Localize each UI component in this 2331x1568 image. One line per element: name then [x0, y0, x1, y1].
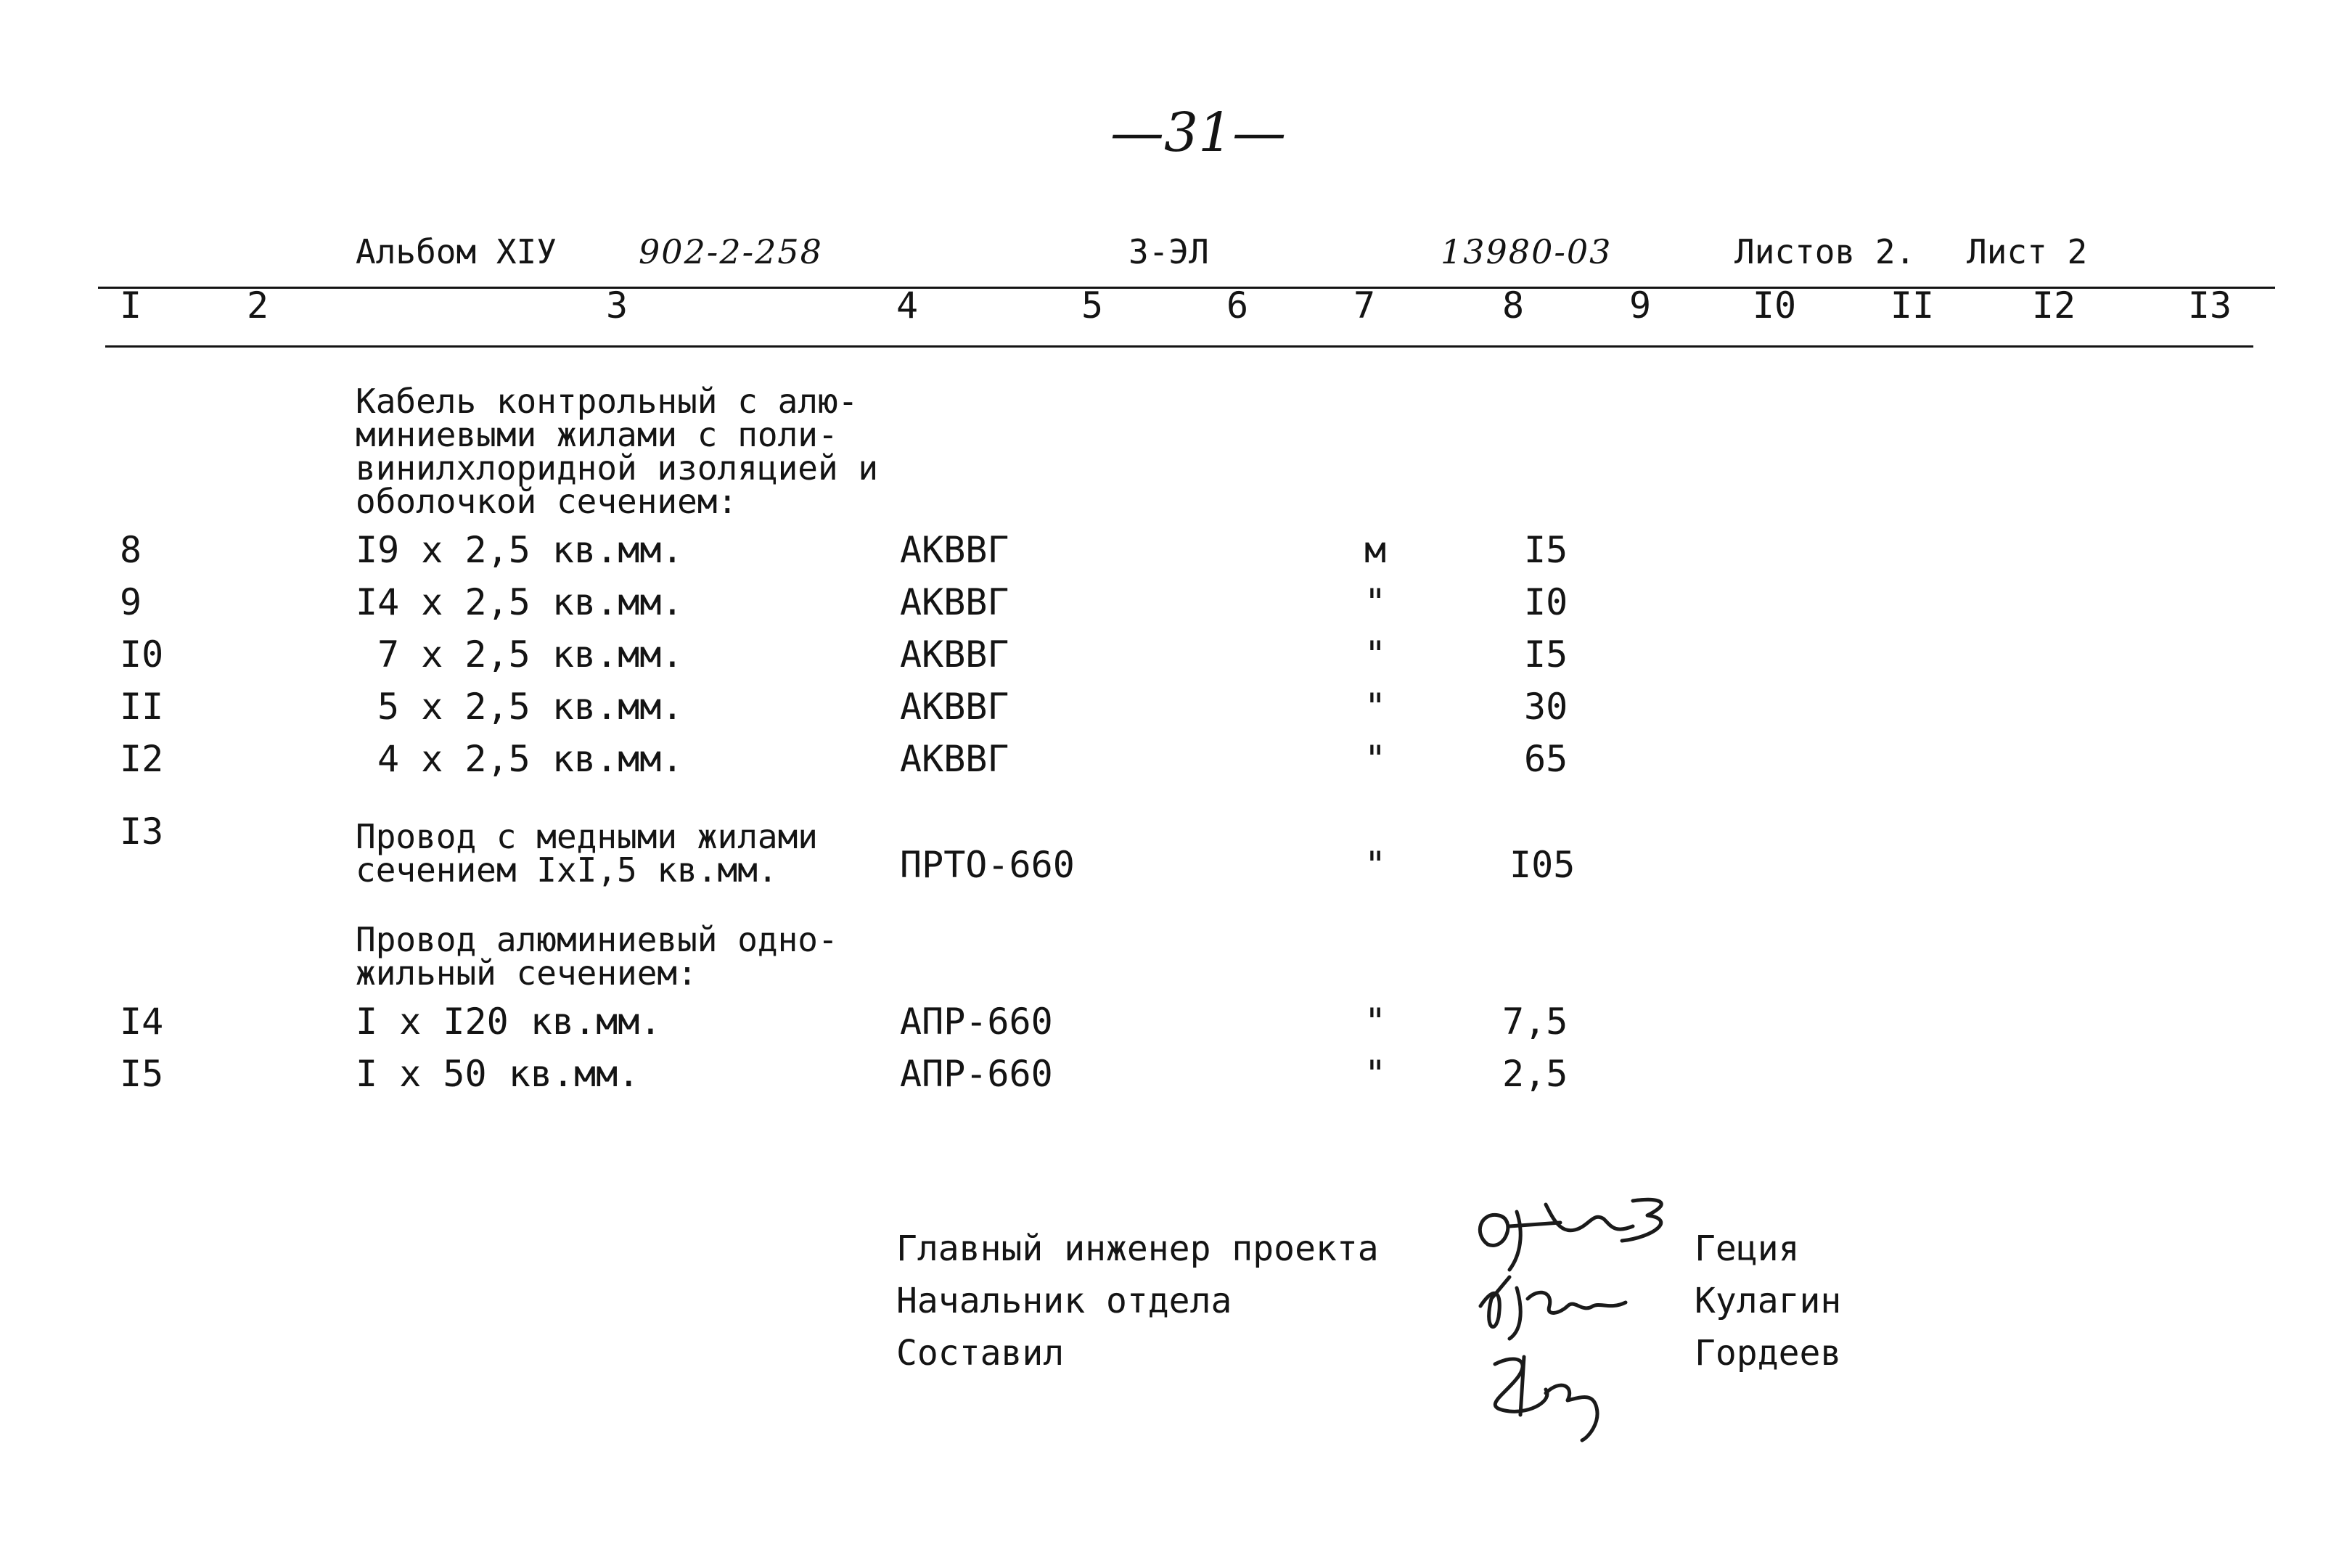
- column-number: 5: [1081, 284, 1104, 327]
- signature-compiler: [1495, 1357, 1597, 1440]
- row-unit: ": [1364, 844, 1387, 886]
- column-number: 8: [1502, 284, 1525, 327]
- row-quantity: I5: [1524, 633, 1568, 676]
- signatory-role: Главный инженер проекта: [896, 1228, 1379, 1269]
- row-unit: ": [1364, 1001, 1387, 1043]
- row-mark: АКВВГ: [900, 581, 1009, 623]
- row-description: 7 x 2,5 кв.мм.: [377, 633, 684, 676]
- column-number: II: [1890, 284, 1935, 327]
- row-unit: ": [1364, 581, 1387, 623]
- row-description: I x I20 кв.мм.: [356, 1001, 662, 1043]
- row-number: I5: [120, 1053, 164, 1095]
- row-mark: АПР-660: [900, 1001, 1053, 1043]
- handwritten-signatures: [1466, 1190, 1705, 1444]
- row-number: I2: [120, 738, 164, 780]
- row-description: Провод с медными жилами сечением IxI,5 кв.мм.: [356, 817, 818, 890]
- header-top-rule: [98, 287, 2275, 289]
- column-number: 2: [246, 284, 269, 327]
- signature-department-head: [1480, 1277, 1626, 1339]
- column-number: 6: [1226, 284, 1249, 327]
- row-unit: ": [1364, 633, 1387, 676]
- sheets-count: Листов 2.: [1734, 232, 1916, 271]
- row-number: I3: [120, 810, 164, 853]
- column-number: I0: [1752, 284, 1797, 327]
- row-quantity: I5: [1524, 529, 1568, 571]
- column-number: I2: [2031, 284, 2076, 327]
- sheet-number: Лист 2: [1967, 232, 2088, 271]
- row-description: I9 x 2,5 кв.мм.: [356, 529, 684, 571]
- signatory-role: Начальник отдела: [896, 1281, 1232, 1321]
- row-quantity: I0: [1524, 581, 1568, 623]
- row-quantity: I05: [1509, 844, 1576, 886]
- row-mark: АПР-660: [900, 1053, 1053, 1095]
- section-code: 3-ЭЛ: [1128, 232, 1209, 271]
- row-number: II: [120, 686, 164, 728]
- row-number: 9: [120, 581, 142, 623]
- row-quantity: 65: [1524, 738, 1568, 780]
- row-mark: АКВВГ: [900, 738, 1009, 780]
- group-title-aluminium-wire: Провод алюминиевый одно-жильный сечением:: [356, 920, 838, 993]
- column-number: I3: [2187, 284, 2232, 327]
- row-mark: АКВВГ: [900, 529, 1009, 571]
- row-description: I x 50 кв.мм.: [356, 1053, 640, 1095]
- column-number: 9: [1629, 284, 1652, 327]
- row-description: I4 x 2,5 кв.мм.: [356, 581, 684, 623]
- row-description: 5 x 2,5 кв.мм.: [377, 686, 684, 728]
- row-description: 4 x 2,5 кв.мм.: [377, 738, 684, 780]
- column-number: I: [119, 284, 142, 327]
- row-unit: м: [1364, 529, 1387, 571]
- doc-number: 13980-03: [1441, 232, 1613, 271]
- signatory-name: Геция: [1695, 1228, 1800, 1269]
- column-number: 7: [1353, 284, 1376, 327]
- row-unit: ": [1364, 686, 1387, 728]
- row-quantity: 30: [1524, 686, 1568, 728]
- row-quantity: 7,5: [1502, 1001, 1568, 1043]
- group-title-cable: Кабель контрольный с алю-миниевыми жилами с поли-винилхлоридной изоляцией и оболочкой сечением:: [356, 382, 879, 521]
- row-mark: ПРТО-660: [900, 844, 1075, 886]
- header-bottom-rule: [105, 345, 2253, 348]
- row-quantity: 2,5: [1502, 1053, 1568, 1095]
- signatory-name: Кулагин: [1695, 1281, 1842, 1321]
- row-unit: ": [1364, 1053, 1387, 1095]
- row-mark: АКВВГ: [900, 686, 1009, 728]
- album-label: Альбом XIУ: [356, 232, 557, 271]
- signatory-name: Гордеев: [1695, 1333, 1842, 1374]
- row-unit: ": [1364, 738, 1387, 780]
- row-number: 8: [120, 529, 142, 571]
- row-mark: АКВВГ: [900, 633, 1009, 676]
- signatory-role: Составил: [896, 1333, 1065, 1374]
- page-number: —31—: [1110, 102, 1287, 164]
- row-number: I0: [120, 633, 164, 676]
- row-number: I4: [120, 1001, 164, 1043]
- column-number: 3: [605, 284, 628, 327]
- signature-chief-engineer: [1480, 1199, 1661, 1270]
- project-code: 902-2-258: [639, 232, 823, 271]
- column-number: 4: [896, 284, 919, 327]
